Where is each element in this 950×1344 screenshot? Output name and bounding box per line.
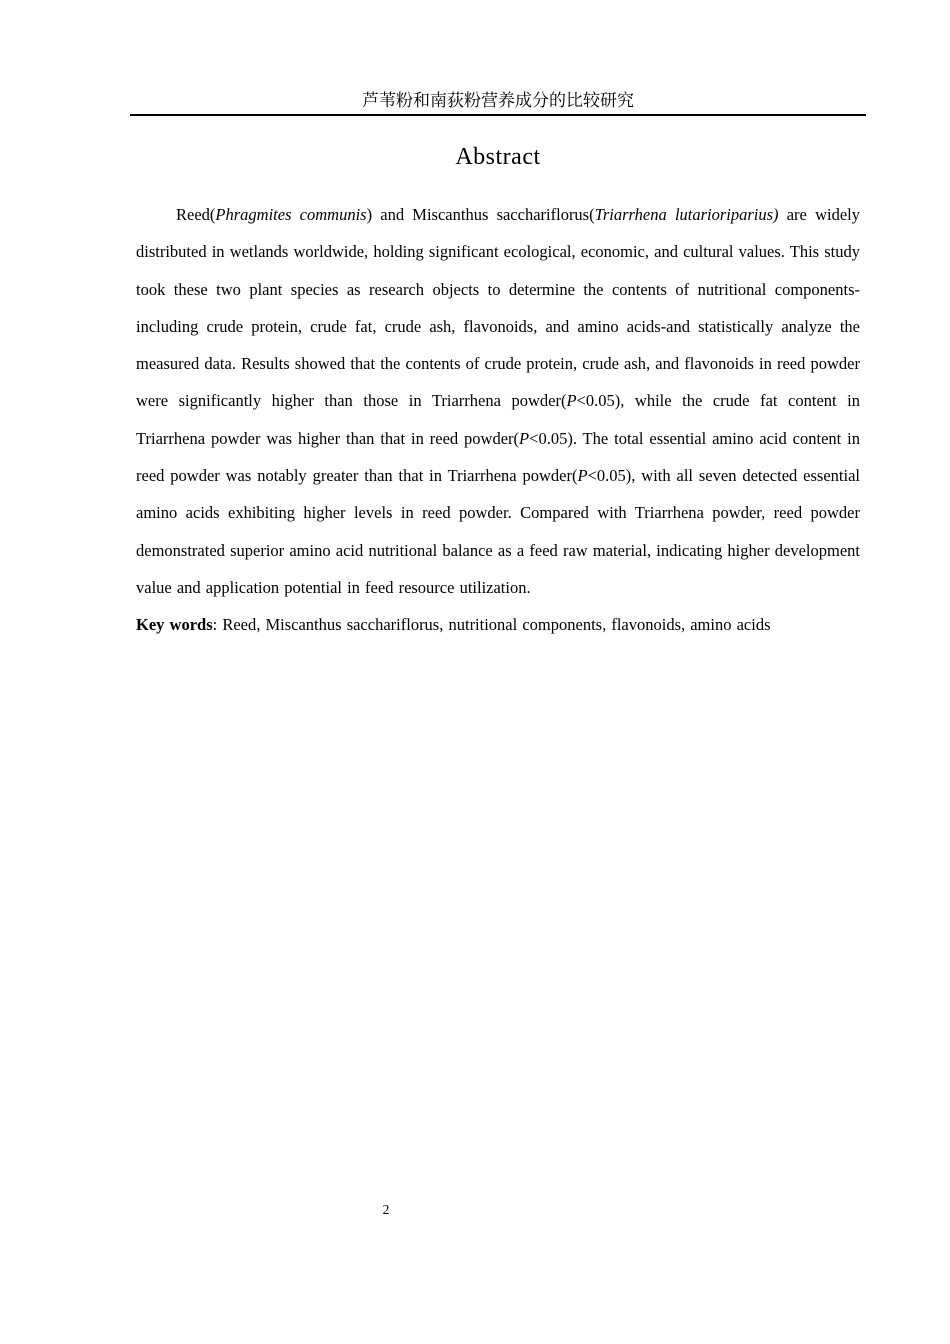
text-segment: <0.05), while the crude fat content in Triarrhena powder was higher than that in reed powder( xyxy=(136,391,861,448)
header-title: 芦苇粉和南荻粉营养成分的比较研究 xyxy=(362,91,634,110)
abstract-paragraph xyxy=(136,196,860,606)
text-segment-italic: P xyxy=(577,466,588,486)
text-segment-italic: P xyxy=(519,428,530,448)
page-number: 2 xyxy=(382,1202,390,1217)
keywords-paragraph xyxy=(136,606,860,643)
text-segment-italic: Triarrhena lutarioriparius) xyxy=(594,205,779,224)
text-segment: <0.05). The total essential amino acid content in reed powder was notably greater than that in Triarrhena powder( xyxy=(136,428,860,486)
text-segment: Reed( xyxy=(176,205,216,224)
text-segment: <0.05), with all seven detected essential amino acids exhibiting higher levels in reed powder. Compared with Triarrhena powder, reed powder demonstrated superior amino acid nutritional balance as a feed raw material, indicating higher development value and application potential in feed resource utilization. xyxy=(136,466,860,597)
keywords-text: : Reed, Miscanthus sacchariflorus, nutritional components, flavonoids, amino acids xyxy=(212,615,771,635)
text-segment: are widely distributed in wetlands worldwide, holding significant ecological, economic, and cultural values. This study took these two plant species as research objects to determine the contents of nutritional components-including crude protein, crude fat, crude ash, flavonoids, and amino acids-and statistically analyze the measured data. Results showed that the contents of crude protein, crude ash, and flavonoids in reed powder were significantly higher than those in Triarrhena powder( xyxy=(136,205,860,411)
text-segment-italic: P xyxy=(566,391,577,411)
page-header xyxy=(130,90,866,116)
abstract-title: Abstract xyxy=(455,144,541,170)
keywords-label: Key words xyxy=(136,615,213,635)
text-segment: ) and Miscanthus sacchariflorus( xyxy=(366,205,595,224)
text-segment-italic: Phragmites communis xyxy=(215,205,367,224)
page-content xyxy=(136,140,860,644)
